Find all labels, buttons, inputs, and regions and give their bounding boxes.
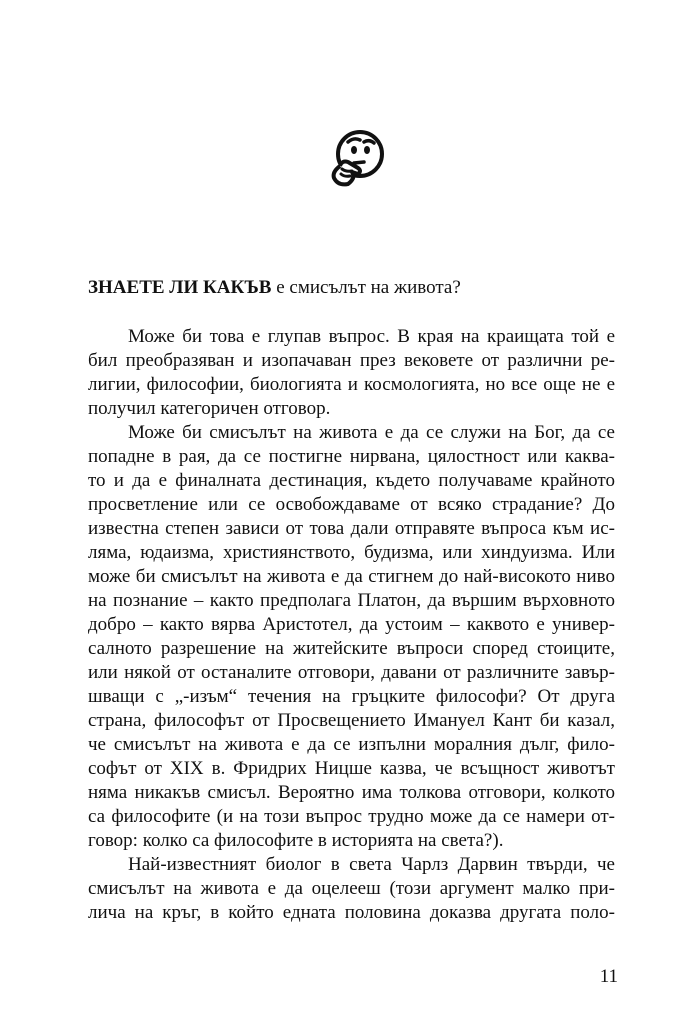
paragraph-1 [88, 325, 615, 421]
text-line: на познание – както предполага Платон, да вършим върховното [88, 590, 615, 611]
thinking-face-icon [326, 126, 390, 190]
text-line: софът от XIX в. Фридрих Ницше казва, че всъщност животът [88, 758, 615, 779]
heading-rest: е смисълът на живота? [271, 277, 461, 298]
text-line: Най-известният биолог в света Чарлз Дарвин твърди, че [128, 854, 615, 875]
text-line: то и да е финалната дестинация, където получаваме крайното [88, 470, 615, 491]
text-line: Може би това е глупав въпрос. В края на краищата той е [128, 326, 615, 347]
text-line: получил категоричен отговор. [88, 398, 331, 419]
heading-bold: ЗНАЕТЕ ЛИ КАКЪВ [88, 277, 272, 298]
text-line: че смисълът на живота е да се изпълни моралния дълг, фило- [88, 734, 615, 755]
text-line: попадне в рая, да се постигне нирвана, цялостност или каква- [88, 446, 615, 467]
text-line: бил преобразяван и изопачаван през вековете от различни ре- [88, 350, 615, 371]
text-line: смисълът на живота е да оцелееш (този аргумент малко при- [88, 878, 615, 899]
paragraph-3 [88, 853, 615, 925]
text-line: просветление или се освобождаваме от всяко страдание? До [88, 494, 615, 515]
text-line: известна степен зависи от това дали отправяте въпроса към ис- [88, 518, 615, 539]
section-heading [88, 273, 615, 303]
text-line: лигии, философии, биологията и космологията, но все още не е [88, 374, 615, 395]
text-line: ляма, юдаизма, християнството, будизма, или хиндуизма. Или [88, 542, 615, 563]
text-line: може би смисълът на живота е да стигнем до най-високото ниво [88, 566, 615, 587]
text-line: Може би смисълът на живота е да се служи на Бог, да се [128, 422, 615, 443]
text-body [88, 273, 615, 925]
text-line: лича на кръг, в който едната половина доказва другата поло- [88, 902, 615, 923]
text-line: салното разрешение на житейските въпроси според стоиците, [88, 638, 615, 659]
text-line: или някой от останалите отговори, давани от различните завър- [88, 662, 615, 683]
text-line: добро – както вярва Аристотел, да устоим – каквото е универ- [88, 614, 615, 635]
text-line: шващи с „-изъм“ течения на гръцките философи? От друга [88, 686, 615, 707]
text-line: говор: колко са философите в историята на света?). [88, 830, 504, 851]
text-line: няма никакъв смисъл. Вероятно има толкова отговори, колкото [88, 782, 615, 803]
paragraph-2 [88, 421, 615, 853]
text-line: страна, философът от Просвещението Имануел Кант би казал, [88, 710, 615, 731]
text-line: са философите (и на този въпрос трудно може да се намери от- [88, 806, 615, 827]
page-number: 11 [599, 966, 618, 987]
